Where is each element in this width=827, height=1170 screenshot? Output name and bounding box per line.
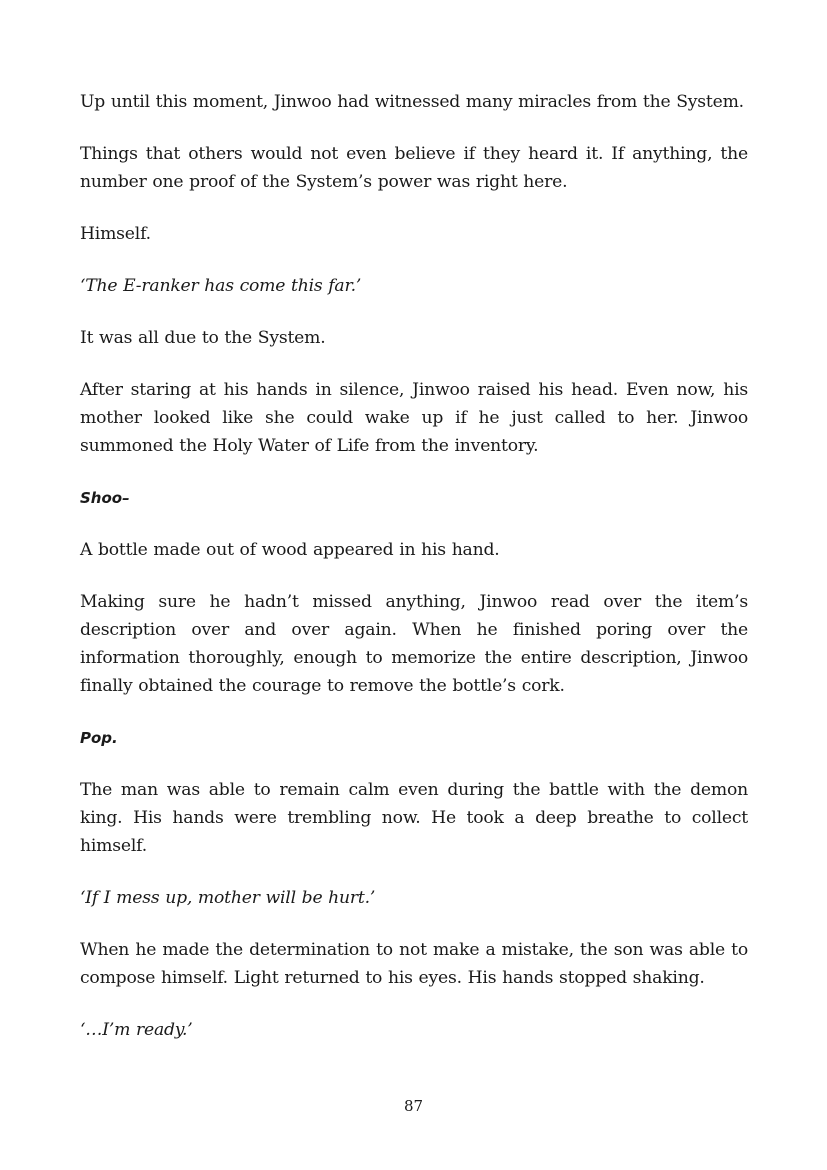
page-number: 87 xyxy=(403,1097,424,1115)
thought-mess-up: ‘If I mess up, mother will be hurt.’ xyxy=(80,888,376,908)
paragraph-proof: Things that others would not even believe if they heard it. If anything, the number one proof of the System’s power was right here. xyxy=(80,144,748,192)
paragraph-due-to-system: It was all due to the System. xyxy=(80,328,326,348)
paragraph-determination: When he made the determination to not make a mistake, the son was able to compose himself. Light returned to his eyes. His hands stopped shaking. xyxy=(80,940,748,988)
page-body xyxy=(80,88,748,1068)
paragraph-description: Making sure he hadn’t missed anything, Jinwoo read over the item’s description over and over again. When he finished poring over the information thoroughly, enough to memorize the entire description, Jinwoo finally obtained the courage to remove the bottle’s cork. xyxy=(80,592,748,696)
thought-e-ranker: ‘The E-ranker has come this far.’ xyxy=(80,276,362,296)
paragraph-miracles: Up until this moment, Jinwoo had witnessed many miracles from the System. xyxy=(80,92,744,112)
thought-ready: ‘…I’m ready.’ xyxy=(80,1020,193,1040)
paragraph-bottle: A bottle made out of wood appeared in his hand. xyxy=(80,540,500,560)
sfx-shoo: Shoo– xyxy=(80,489,130,507)
paragraph-trembling: The man was able to remain calm even during the battle with the demon king. His hands were trembling now. He took a deep breathe to collect himself. xyxy=(80,780,748,856)
paragraph-himself: Himself. xyxy=(80,224,151,244)
paragraph-summon: After staring at his hands in silence, Jinwoo raised his head. Even now, his mother looked like she could wake up if he just called to her. Jinwoo summoned the Holy Water of Life from the inventory. xyxy=(80,380,748,456)
sfx-pop: Pop. xyxy=(80,729,118,747)
